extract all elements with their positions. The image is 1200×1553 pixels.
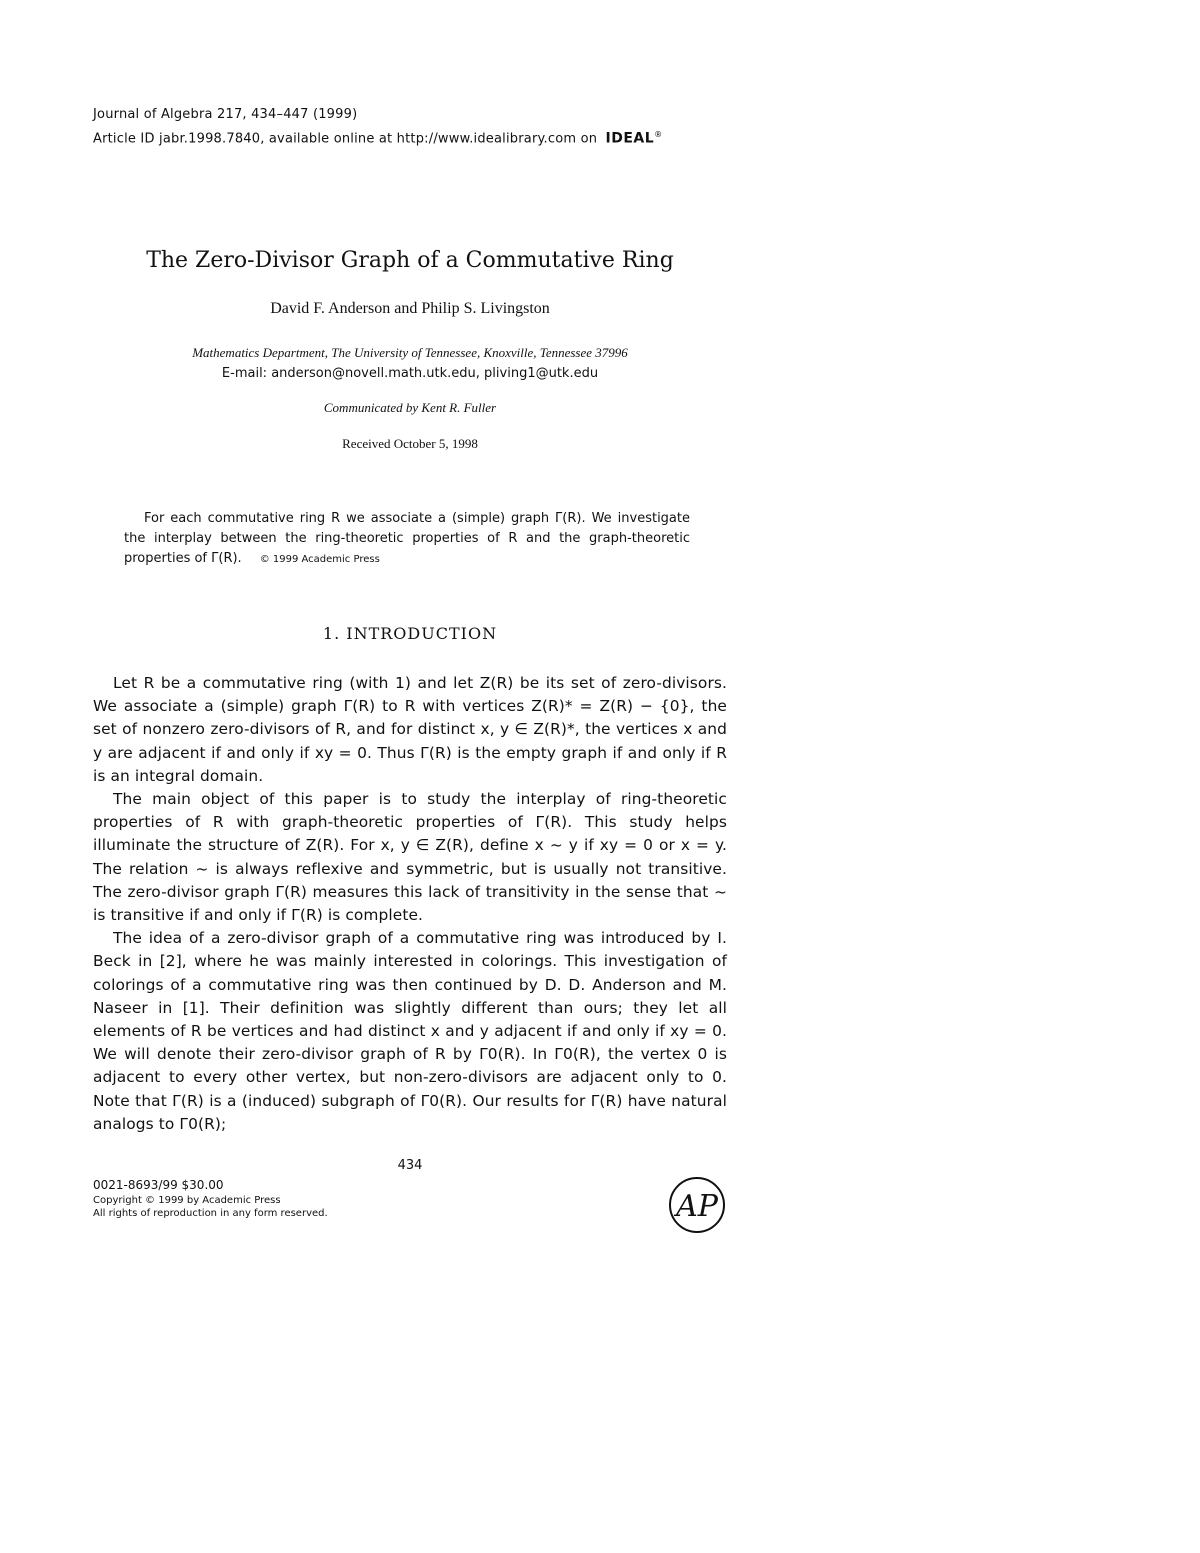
email: E-mail: anderson@novell.math.utk.edu, pliving1@utk.edu [221, 366, 599, 381]
footer-copyright: Copyright © 1999 by Academic Press [93, 1195, 281, 1206]
journal-citation: Journal of Algebra 217, 434–447 (1999) [93, 107, 358, 122]
abstract [124, 509, 690, 570]
footer-rights: All rights of reproduction in any form reserved. [93, 1208, 328, 1219]
paragraph: The idea of a zero-divisor graph of a commutative ring was introduced by I. Beck in [2], where he was mainly interested in colorings. This investigation of colorings of a commutative ring was then continued by D. D. Anderson and M. Naseer in [1]. Their definition was slightly different than ours; they let all elements of R be vertices and had distinct x and y adjacent if and only if xy = 0. We will denote their zero-divisor graph of R by Γ0(R). In Γ0(R), the vertex 0 is adjacent to every other vertex, but non-zero-divisors are adjacent only to 0. Note that Γ(R) is a (induced) subgraph of Γ0(R). Our results for Γ(R) have natural analogs to Γ0(R); [93, 929, 727, 1133]
paper-title: The Zero-Divisor Graph of a Commutative Ring [146, 248, 674, 273]
publisher-logo-text: AP [676, 1189, 718, 1224]
ideal-logo [606, 130, 663, 147]
paragraph: Let R be a commutative ring (with 1) and let Z(R) be its set of zero-divisors. We associate a (simple) graph Γ(R) to R with vertices Z(R)* = Z(R) − {0}, the set of nonzero zero-divisors of R, and for distinct x, y ∈ Z(R)*, the vertices x and y are adjacent if and only if xy = 0. Thus Γ(R) is the empty graph if and only if R is an integral domain. [93, 674, 727, 785]
ideal-logo-text: IDEAL [605, 130, 655, 147]
article-id-text: Article ID jabr.1998.7840, available online at http://www.idealibrary.com on [93, 131, 598, 147]
abstract-text: For each commutative ring R we associate a (simple) graph Γ(R). We investigate the interplay between the ring-theoretic properties of R and the graph-theoretic properties of Γ(R). [124, 511, 690, 566]
footer [93, 1178, 328, 1219]
registered-mark: ® [654, 130, 663, 139]
issn-price: 0021-8693/99 $30.00 [93, 1178, 224, 1192]
authors: David F. Anderson and Philip S. Livingston [270, 300, 550, 317]
body-text [93, 672, 727, 1136]
communicated-by: Communicated by Kent R. Fuller [323, 400, 497, 415]
received-date: Received October 5, 1998 [342, 436, 478, 451]
page-number: 434 [397, 1158, 423, 1173]
paragraph: The main object of this paper is to study the interplay of ring-theoretic properties of R with graph-theoretic properties of Γ(R). This study helps illuminate the structure of Z(R). For x, y ∈ Z(R), define x ~ y if xy = 0 or x = y. The relation ~ is always reflexive and symmetric, but is usually not transitive. The zero-divisor graph Γ(R) measures this lack of transitivity in the sense that ~ is transitive if and only if Γ(R) is complete. [93, 790, 727, 925]
abstract-copyright: © 1999 Academic Press [259, 554, 380, 565]
article-id-line [93, 130, 663, 147]
publisher-logo-icon [668, 1176, 726, 1234]
section-heading: 1. INTRODUCTION [322, 624, 498, 643]
affiliation: Mathematics Department, The University of Tennessee, Knoxville, Tennessee 37996 [192, 345, 628, 360]
